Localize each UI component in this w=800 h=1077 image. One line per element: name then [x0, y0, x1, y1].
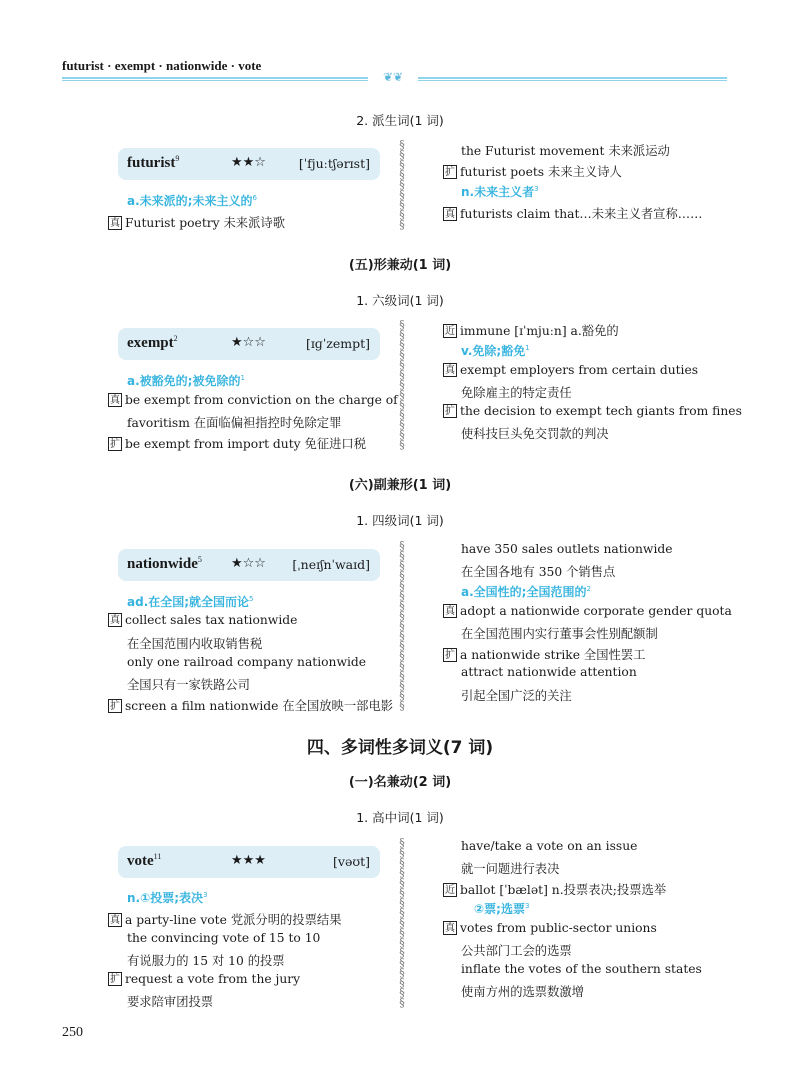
- star-rating: ★☆☆: [231, 335, 266, 350]
- subsection-title: (六)副兼形(1 词): [348, 478, 452, 493]
- example-line: 真 be exempt from conviction on the charge of: [110, 393, 398, 407]
- example-line: 近 immune [ɪˈmjuːn] a.豁免的: [445, 324, 619, 338]
- headword: vote$^{11}$: [127, 852, 162, 869]
- example-line: only one railroad company nationwide: [127, 655, 367, 669]
- real-exam-icon: 真: [110, 218, 120, 229]
- star-rating: ★☆☆: [231, 556, 266, 571]
- section-heading: 1. 高中词(1 词): [356, 810, 444, 825]
- example-line: 扩 futurist poets 未来主义诗人: [445, 165, 622, 179]
- pos-label: a.未来派的;未来主义的$^6$: [127, 194, 257, 208]
- example-line: 真 a party-line vote 党派分明的投票结果: [110, 913, 342, 927]
- example-line: 在全国范围内实行董事会性别配额制: [461, 627, 658, 641]
- example-line: 真 Futurist poetry 未来派诗歌: [110, 216, 285, 230]
- example-line: 就一问题进行表决: [461, 862, 560, 876]
- example-line: favoritism 在面临偏袒指控时免除定罪: [127, 416, 342, 430]
- pos-label: a.全国性的;全国范围的$^2$: [461, 585, 591, 599]
- section-heading: 1. 六级词(1 词): [356, 293, 444, 308]
- page-number: 250: [62, 1025, 83, 1040]
- example-line: 扩 be exempt from import duty 免征进口税: [110, 437, 367, 451]
- column-separator: § § § § § § § § § § § § § § § § §: [399, 541, 405, 712]
- column-separator: § § § § § § § § § § § § § § § § §: [399, 838, 405, 1009]
- extension-icon: 扩: [110, 701, 120, 712]
- real-exam-icon: 真: [110, 615, 120, 626]
- example-line: 扩 a nationwide strike 全国性罢工: [445, 648, 646, 662]
- example-line: 真 exempt employers from certain duties: [445, 363, 699, 377]
- subsection-title: (五)形兼动(1 词): [348, 258, 452, 273]
- example-line: 使科技巨头免交罚款的判决: [461, 427, 609, 441]
- example-line: 真 collect sales tax nationwide: [110, 613, 298, 627]
- example-line: 有说服力的 15 对 10 的投票: [127, 954, 285, 968]
- star-rating: ★★☆: [231, 155, 266, 170]
- section-heading: 2. 派生词(1 词): [356, 113, 444, 128]
- extension-icon: 扩: [445, 167, 455, 178]
- real-exam-icon: 真: [445, 209, 455, 220]
- example-line: 在全国范围内收取销售税: [127, 637, 263, 651]
- phonetic: [ˈfjuːtʃərɪst]: [298, 156, 370, 171]
- example-line: attract nationwide attention: [461, 665, 637, 679]
- example-line: 真 votes from public-sector unions: [445, 921, 657, 935]
- real-exam-icon: 真: [445, 365, 455, 376]
- column-separator: § § § § § § § § § § § § §: [399, 320, 405, 451]
- word-card-exempt: [118, 328, 380, 360]
- example-line: have 350 sales outlets nationwide: [461, 542, 673, 556]
- example-line: 公共部门工会的选票: [461, 944, 572, 958]
- extension-icon: 扩: [110, 439, 120, 450]
- word-card-nationwide: [118, 549, 380, 581]
- real-exam-icon: 真: [110, 395, 120, 406]
- example-line: 扩 the decision to exempt tech giants from fines: [445, 404, 742, 418]
- column-separator: § § § § § § § § §: [399, 140, 405, 231]
- header-ornament-icon: ❦❦: [368, 70, 418, 84]
- word-card-futurist: [118, 148, 380, 180]
- example-line: 在全国各地有 350 个销售点: [461, 565, 616, 579]
- example-line: 扩 request a vote from the jury: [110, 972, 301, 986]
- extension-icon: 扩: [110, 974, 120, 985]
- phonetic: [vəʊt]: [333, 854, 370, 869]
- headword: futurist$^9$: [127, 154, 180, 171]
- extension-icon: 扩: [445, 650, 455, 661]
- example-line: 扩 screen a film nationwide 在全国放映一部电影: [110, 699, 394, 713]
- section-heading: 1. 四级词(1 词): [356, 513, 444, 528]
- example-line: 要求陪审团投票: [127, 995, 214, 1009]
- example-line: 全国只有一家铁路公司: [127, 678, 250, 692]
- example-line: 引起全国广泛的关注: [461, 689, 572, 703]
- example-line: inflate the votes of the southern states: [461, 962, 702, 976]
- star-rating: ★★★: [231, 853, 266, 868]
- example-line: 真 futurists claim that…未来主义者宣称……: [445, 207, 703, 221]
- pos-label: n.①投票;表决$^3$: [127, 891, 208, 905]
- synonym-icon: 近: [445, 885, 455, 896]
- example-line: 使南方州的选票数激增: [461, 985, 584, 999]
- pos-label: n.未来主义者$^3$: [461, 185, 539, 199]
- running-head: futurist · exempt · nationwide · vote: [62, 58, 262, 73]
- pos-label: v.免除;豁免$^1$: [461, 344, 530, 358]
- pos-label: ②票;选票$^3$: [474, 902, 530, 916]
- real-exam-icon: 真: [110, 915, 120, 926]
- synonym-icon: 近: [445, 326, 455, 337]
- phonetic: [ˌneɪʃnˈwaɪd]: [292, 557, 370, 572]
- example-line: 近 ballot [ˈbælət] n.投票表决;投票选举: [445, 883, 667, 897]
- example-line: have/take a vote on an issue: [461, 839, 638, 853]
- real-exam-icon: 真: [445, 923, 455, 934]
- example-line: the Futurist movement 未来派运动: [461, 144, 670, 158]
- pos-label: a.被豁免的;被免除的$^1$: [127, 374, 245, 388]
- real-exam-icon: 真: [445, 606, 455, 617]
- example-line: the convincing vote of 15 to 10: [127, 931, 321, 945]
- headword: nationwide$^5$: [127, 555, 202, 572]
- word-card-vote: [118, 846, 380, 878]
- part-title: 四、多词性多词义(7 词): [306, 738, 494, 758]
- subsection-title: (一)名兼动(2 词): [348, 775, 452, 790]
- headword: exempt$^2$: [127, 334, 178, 351]
- phonetic: [ɪɡˈzempt]: [305, 336, 370, 351]
- extension-icon: 扩: [445, 406, 455, 417]
- pos-label: ad.在全国;就全国而论$^5$: [127, 595, 254, 609]
- example-line: 免除雇主的特定责任: [461, 386, 572, 400]
- example-line: 真 adopt a nationwide corporate gender quota: [445, 604, 732, 618]
